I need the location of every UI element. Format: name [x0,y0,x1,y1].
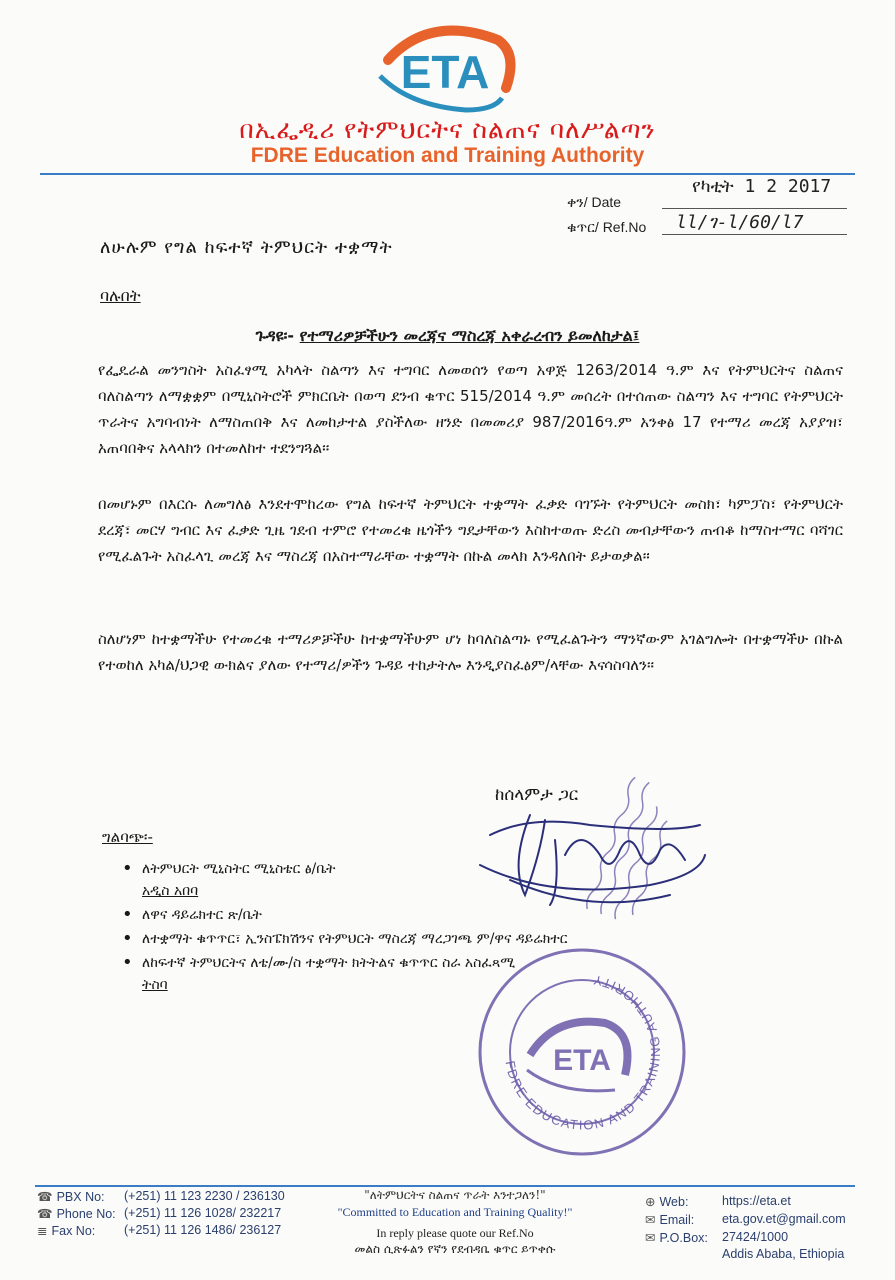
fax-label-row [37,1223,95,1238]
cc-item-line: • ለዋና ዳይሬክተር ጽ/ቤት [142,907,262,923]
seal-ring-text: FDRE EDUCATION AND TRAINING AUTHORITY [502,972,664,1133]
eta-logo [370,18,520,116]
cc-item-line: • ለትምህርት ሚኒስትር ሚኒስቴር ፅ/ቤት [142,861,336,877]
ref-underline [662,234,847,235]
phone-label: Phone No: [56,1207,116,1221]
phone-number: (+251) 11 126 1028/ 232217 [124,1206,282,1220]
cc-list [112,858,832,998]
fax-label: Fax No: [51,1224,96,1238]
web-label: Web: [659,1195,689,1209]
pobox-label: P.O.Box: [659,1231,708,1245]
phone-label-row [37,1206,116,1221]
subject-prefix: ጉዳዩ፡- [255,326,295,345]
fax-number: (+251) 11 126 1486/ 236127 [124,1223,282,1237]
ref-value: ll/ገ-l/60/l7 [676,212,804,233]
closing-salutation: ከሰላምታ ጋር [495,785,579,805]
city-value: Addis Ababa, Ethiopia [722,1247,845,1261]
envelope-icon: ✉ [645,1231,656,1245]
logo-text: ETA [400,46,490,98]
fax-icon: ≣ [37,1224,48,1238]
seal-center-text: ETA [553,1044,611,1077]
pbx-label-row [37,1189,105,1204]
date-underline [662,208,847,209]
date-value: የካቲት 1 2 2017 [692,176,832,197]
motto-english: "Committed to Education and Training Quality!" [337,1205,573,1219]
subject-line [0,326,895,346]
cc-item [112,952,832,996]
body-paragraph: የፌዴራል መንግስት አስፈፃሚ አካላት ስልጣን እና ተግባር ለመወሰን የወጣ አዋጅ 1263/2014 ዓ.ም እና የትምህርትና ስልጠና ባለስልጣን ለማቋቋም በሚኒስትሮች ምክርቤት በወጣ ደንብ ቁጥር 515/2014 ዓ.ም መሰረት በተሰጠው ስልጣን እና ተግባር የትምህርት ጥራትና አግባብነት ለማስጠበቅ እና ለመከታተል ያስችለው ዘንድ በመመሪያ 987/2016ዓ.ም አንቀፅ 17 የተማሪ መረጃ አያያዝ፣ አጠባበቅና አላላክን በተመለከተ ተደንግጓል፡፡ [98,361,843,457]
motto-amharic: "ለትምህርትና ስልጠና ጥራት እንተጋለን!" [364,1188,546,1202]
envelope-icon: ✉ [645,1213,656,1227]
date-label: ቀን/ Date [567,194,622,210]
body-paragraph: በመሆኑም በእርሱ ለመግለፅ እንደተሞከረው የግል ከፍተኛ ትምህርት ተቋማት ፈቃድ ባገኙት የትምህርት መስክ፣ ካምፓስ፣ የትምህርት ደረጃ፣ መርሃ ግብር እና ፈቃድ ጊዜ ገደብ ተምሮ የተመረቁ ዜጎችን ግዴታቸውን እስከተወጡ ድረስ መብታቸውን ጠብቆ ከማስተማር ባሻገር የሚፈልጉት አስፈላጊ መረጃ እና ማስረጃ በአስተማራቸው ተቋማት በኩል መላክ እንዳለበት ይታወቃል፡፡ [98,495,843,565]
footer-divider [35,1185,855,1187]
ref-label: ቁጥር/ Ref.No [567,219,647,235]
recipient: ለሁሉም የግል ከፍተኛ ትምህርት ተቋማት [100,237,393,258]
addressees: ባሉበት [100,286,141,305]
web-label-row [645,1194,688,1209]
amharic-authority-name: በኢፌዲሪ የትምህርትና ስልጠና ባለሥልጣን [239,115,656,144]
english-authority-name: FDRE Education and Training Authority [250,144,645,167]
cc-item [112,858,832,902]
globe-icon: ⊕ [645,1195,656,1209]
email-link[interactable]: eta.gov.et@gmail.com [722,1212,846,1226]
pbx-number: (+251) 11 123 2230 / 236130 [124,1189,285,1203]
body-paragraph: ስለሆነም ከተቋማችሁ የተመረቁ ተማሪዎቻችሁ ከተቋማችሁም ሆነ ከባለስልጣኑ የሚፈልጉትን ማንኛውም አገልግሎት በተቋማችሁ በኩል የተወከለ አካል/ህጋዊ ውክልና ያለው የተማሪ/ዎችን ጉዳይ ተከታትሎ እንዲያስፈፅም/ላቸው እናሳስባለን፡፡ [98,630,843,674]
cc-item [112,904,832,926]
cc-item [112,928,832,950]
cc-item-initials: ትስባ [142,977,168,993]
reply-note-amharic: መልስ ሲጽፉልን የኛን የደብዳቤ ቁጥር ይጥቀሱ [354,1242,556,1256]
email-label: Email: [659,1213,695,1227]
cc-item-line: • ለተቋማት ቁጥጥር፣ ኢንስፔክሽንና የትምህርት ማስረጃ ማረጋገጫ ም/ዋና ዳይሬክተር [142,931,568,947]
header-divider [40,173,855,175]
cc-item-line: • ለከፍተኛ ትምህርትና ለቴ/ሙ/ስ ተቋማት ክትትልና ቁጥጥር ስራ አስፈጻሚ [142,955,516,971]
subject-text: የተማሪዎቻችሁን መረጃና ማስረጃ አቀራረብን ይመለከታል፤ [299,326,640,345]
cc-heading: ግልባጭ፡- [102,828,153,846]
telephone-icon: ☎ [37,1190,53,1204]
pobox-value: 27424/1000 [722,1230,789,1244]
pobox-label-row [645,1230,708,1245]
official-seal [475,945,690,1160]
website-link[interactable]: https://eta.et [722,1194,791,1208]
pbx-label: PBX No: [56,1190,105,1204]
cc-item-city: አዲስ አበባ [142,883,199,899]
phone-icon: ☎ [37,1207,53,1221]
reply-note-english: In reply please quote our Ref.No [376,1226,534,1240]
email-label-row [645,1212,694,1227]
